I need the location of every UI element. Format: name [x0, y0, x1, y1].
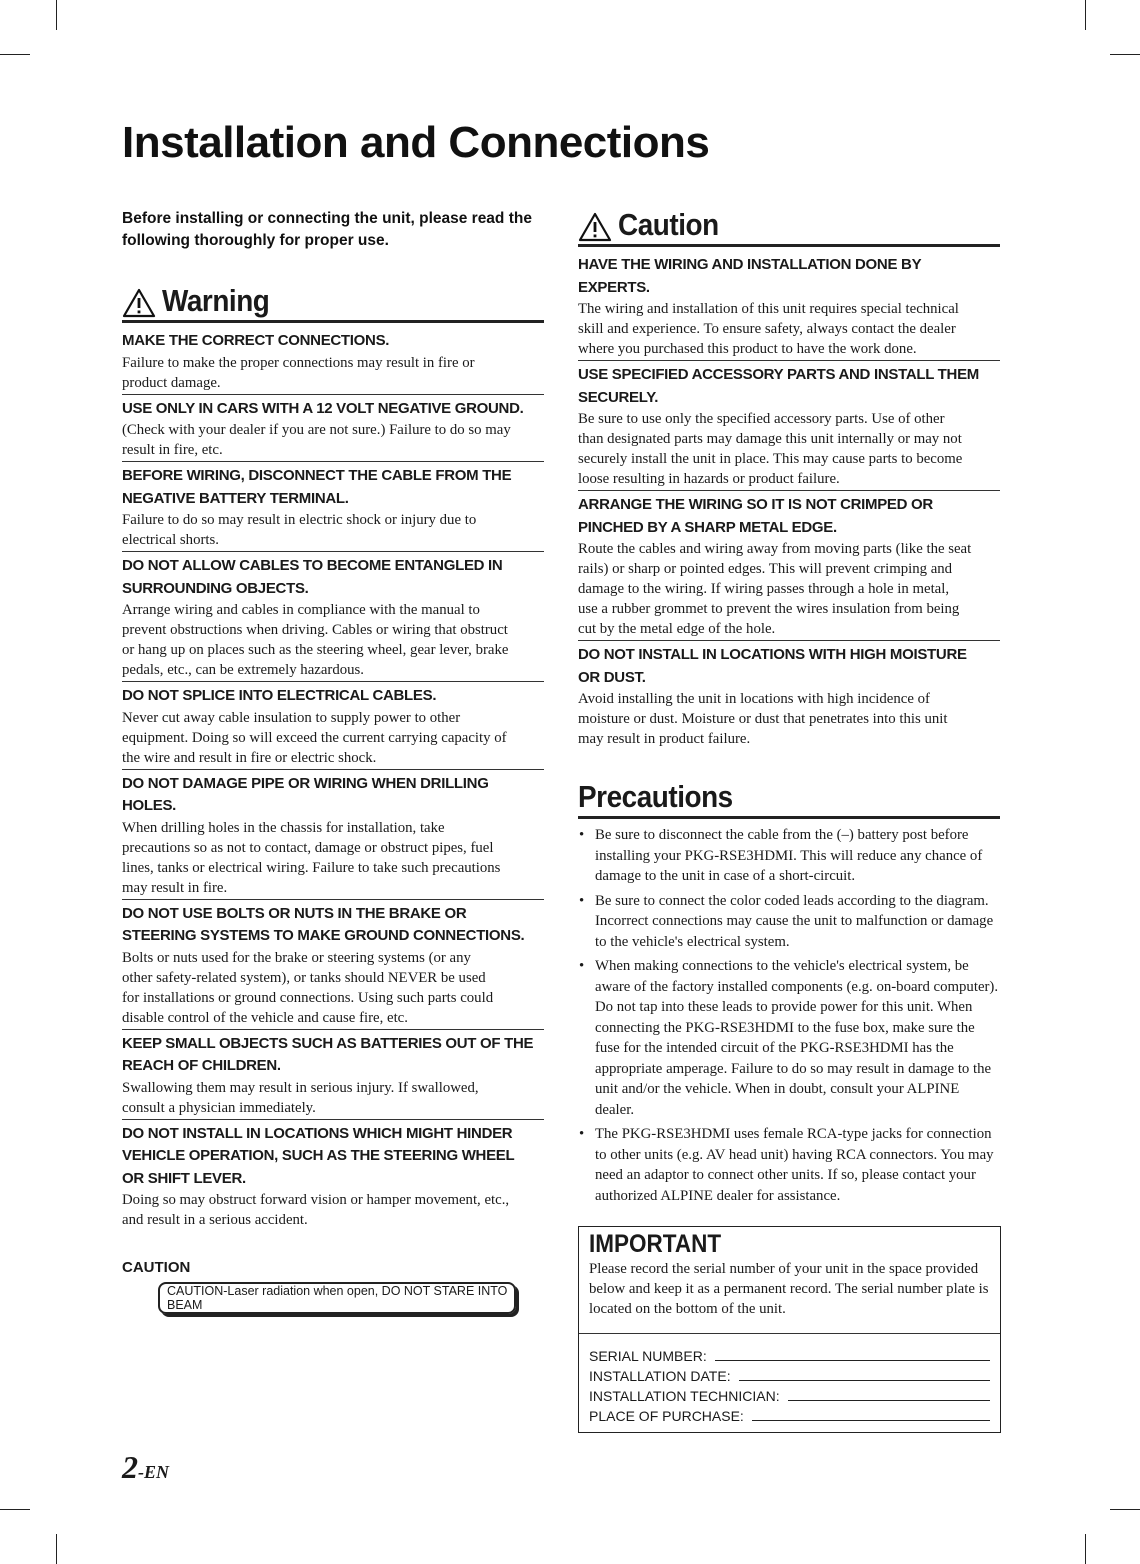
field-line [752, 1420, 990, 1421]
warning-item-heading: USE ONLY IN CARS WITH A 12 VOLT NEGATIVE GROUND. [122, 399, 524, 417]
serial-number-field[interactable] [589, 1346, 990, 1366]
warning-item-heading: DO NOT INSTALL IN LOCATIONS WHICH MIGHT HINDER VEHICLE OPERATION, SUCH AS THE STEERING WHEEL OR SHIFT LEVER. [122, 1124, 515, 1187]
warning-item [122, 462, 544, 552]
warning-item [122, 1120, 544, 1232]
precaution-item: • When making connections to the vehicle's electrical system, be aware of the factory installed components (e.g. on-board computer). Do not tap into these leads to provide power for this unit. When connecting the PKG-RSE3HDMI to the fuse box, make sure the fuse for the intended circuit of the PKG-RSE3HDMI has the appropriate amperage. Failure to do so may result in damage to the unit and/or the vehicle. When in doubt, consult your ALPINE dealer. [578, 956, 1000, 1120]
page-title: Installation and Connections [122, 118, 710, 167]
field-label: INSTALLATION TECHNICIAN: [589, 1388, 780, 1404]
warning-item-heading: MAKE THE CORRECT CONNECTIONS. [122, 332, 390, 349]
warning-title: Warning [162, 283, 270, 318]
warning-item [122, 682, 544, 770]
precautions-heading [578, 780, 1000, 819]
installation-technician-field[interactable] [589, 1386, 990, 1406]
crop-mark [1110, 1509, 1140, 1510]
warning-heading [122, 284, 544, 323]
warning-item [122, 900, 544, 1030]
caution-item [578, 251, 1000, 361]
important-header [579, 1227, 1000, 1334]
warning-item-heading: DO NOT DAMAGE PIPE OR WIRING WHEN DRILLING HOLES. [122, 774, 489, 814]
precaution-item: • Be sure to disconnect the cable from the (–) battery post before installing your PKG-RSE3HDMI. This will reduce any chance of damage to the unit in case of a short-circuit. [578, 825, 1000, 887]
warning-list [122, 327, 544, 1231]
warning-item [122, 770, 544, 900]
warning-item [122, 1030, 544, 1120]
place-of-purchase-field[interactable] [589, 1406, 990, 1426]
field-label: SERIAL NUMBER: [589, 1348, 707, 1364]
right-column [578, 208, 1000, 1433]
caution-label: CAUTION [122, 1259, 191, 1276]
precautions-title: Precautions [578, 779, 733, 814]
caution-item-heading: DO NOT INSTALL IN LOCATIONS WITH HIGH MOISTURE OR DUST. [578, 646, 967, 686]
important-title: IMPORTANT [589, 1230, 722, 1258]
field-line [715, 1360, 990, 1361]
precautions-list [578, 823, 1000, 1206]
caution-item-body: The wiring and installation of this unit requires special technical skill and experience. To ensure safety, always contact the dealer where you purchased this product to have the work done. [578, 301, 959, 357]
warning-item-heading: BEFORE WIRING, DISCONNECT THE CABLE FROM THE NEGATIVE BATTERY TERMINAL. [122, 467, 512, 507]
caution-item-body: Avoid installing the unit in locations with high incidence of moisture or dust. Moisture or dust that penetrates into this unit may result in product failure. [578, 691, 948, 747]
field-label: PLACE OF PURCHASE: [589, 1408, 744, 1424]
warning-item-heading: DO NOT SPLICE INTO ELECTRICAL CABLES. [122, 687, 437, 704]
warning-item-body: When drilling holes in the chassis for installation, take precautions so as not to contact, damage or obstruct pipes, fuel lines, tanks or electrical wiring. Failure to take such precautions may result in fire. [122, 819, 501, 896]
crop-mark [1085, 1534, 1086, 1564]
crop-mark [1085, 0, 1086, 30]
warning-item-body: Bolts or nuts used for the brake or steering systems (or any other safety-related system), or tanks should NEVER be used for installations or ground connections. Using such parts could disable control of the vehicle and cause fire, etc. [122, 949, 494, 1026]
warning-item-heading: DO NOT USE BOLTS OR NUTS IN THE BRAKE OR STEERING SYSTEMS TO MAKE GROUND CONNECTIONS. [122, 904, 525, 944]
precaution-item: • Be sure to connect the color coded leads according to the diagram. Incorrect connections may cause the unit to malfunction or damage to the vehicle's electrical system. [578, 891, 1000, 953]
field-line [788, 1400, 990, 1401]
field-line [739, 1380, 990, 1381]
warning-item-body: (Check with your dealer if you are not sure.) Failure to do so may result in fire, etc. [122, 422, 511, 458]
caution-item [578, 641, 1000, 750]
caution-item-body: Route the cables and wiring away from moving parts (like the seat rails) or sharp or pointed edges. This will prevent crimping and damage to the wiring. If wiring passes through a hole in metal, use a rubber grommet to prevent the wires insulation from being cut by the metal edge of the hole. [578, 541, 972, 637]
caution-item-heading: ARRANGE THE WIRING SO IT IS NOT CRIMPED OR PINCHED BY A SHARP METAL EDGE. [578, 496, 933, 536]
warning-item-body: Never cut away cable insulation to supply power to other equipment. Doing so will exceed the current carrying capacity of the wire and result in fire or electric shock. [122, 709, 507, 766]
field-label: INSTALLATION DATE: [589, 1368, 731, 1384]
caution-item-heading: HAVE THE WIRING AND INSTALLATION DONE BY EXPERTS. [578, 256, 922, 296]
caution-list [578, 251, 1000, 750]
crop-mark [56, 0, 57, 30]
important-text: Please record the serial number of your unit in the space provided below and keep it as a permanent record. The serial number plate is located on the bottom of the unit. [589, 1261, 989, 1317]
caution-item-body: Be sure to use only the specified accessory parts. Use of other than designated parts may damage this unit internally or may not securely install the unit in place. This may cause parts to become loose resulting in hazards or product failure. [578, 411, 963, 487]
caution-item-heading: USE SPECIFIED ACCESSORY PARTS AND INSTALL THEM SECURELY. [578, 366, 979, 406]
laser-caution-label: CAUTION-Laser radiation when open, DO NOT STARE INTO BEAM [158, 1282, 516, 1314]
caution-heading [578, 208, 1000, 247]
warning-item [122, 327, 544, 395]
warning-item [122, 552, 544, 682]
installation-date-field[interactable] [589, 1366, 990, 1386]
precaution-item: • The PKG-RSE3HDMI uses female RCA-type jacks for connection to other units (e.g. AV head unit) having RCA connectors. You may need an adaptor to connect other units. If so, please contact your authorized ALPINE dealer for assistance. [578, 1124, 1000, 1206]
crop-mark [0, 1509, 30, 1510]
warning-item [122, 395, 544, 463]
page-number-suffix: -EN [138, 1462, 169, 1482]
caution-item [578, 491, 1000, 641]
warning-item-heading: KEEP SMALL OBJECTS SUCH AS BATTERIES OUT OF THE REACH OF CHILDREN. [122, 1034, 534, 1074]
page-number [122, 1449, 169, 1486]
important-box [578, 1226, 1001, 1433]
warning-item-body: Swallowing them may result in serious injury. If swallowed, consult a physician immediately. [122, 1079, 479, 1116]
intro-text: Before installing or connecting the unit, please read the following thoroughly for proper use. [122, 210, 532, 249]
warning-item-body: Doing so may obstruct forward vision or hamper movement, etc., and result in a serious accident. [122, 1192, 510, 1228]
page-number-digit: 2 [122, 1449, 138, 1485]
caution-title: Caution [618, 207, 719, 242]
crop-mark [56, 1534, 57, 1564]
warning-item-heading: DO NOT ALLOW CABLES TO BECOME ENTANGLED IN SURROUNDING OBJECTS. [122, 557, 503, 597]
warning-item-body: Arrange wiring and cables in compliance with the manual to prevent obstructions when driving. Cables or wiring that obstruct or hang up on places such as the steering wheel, gear lever, brake pedals, etc., can be extremely hazardous. [122, 602, 509, 678]
crop-mark [0, 54, 30, 55]
warning-item-body: Failure to do so may result in electric shock or injury due to electrical shorts. [122, 512, 477, 548]
caution-item [578, 361, 1000, 491]
warning-triangle-icon [122, 288, 156, 318]
warning-item-body: Failure to make the proper connections may result in fire or product damage. [122, 354, 475, 391]
warning-triangle-icon [578, 212, 612, 242]
record-fields [579, 1334, 1000, 1432]
crop-mark [1110, 54, 1140, 55]
left-column [122, 208, 544, 1314]
